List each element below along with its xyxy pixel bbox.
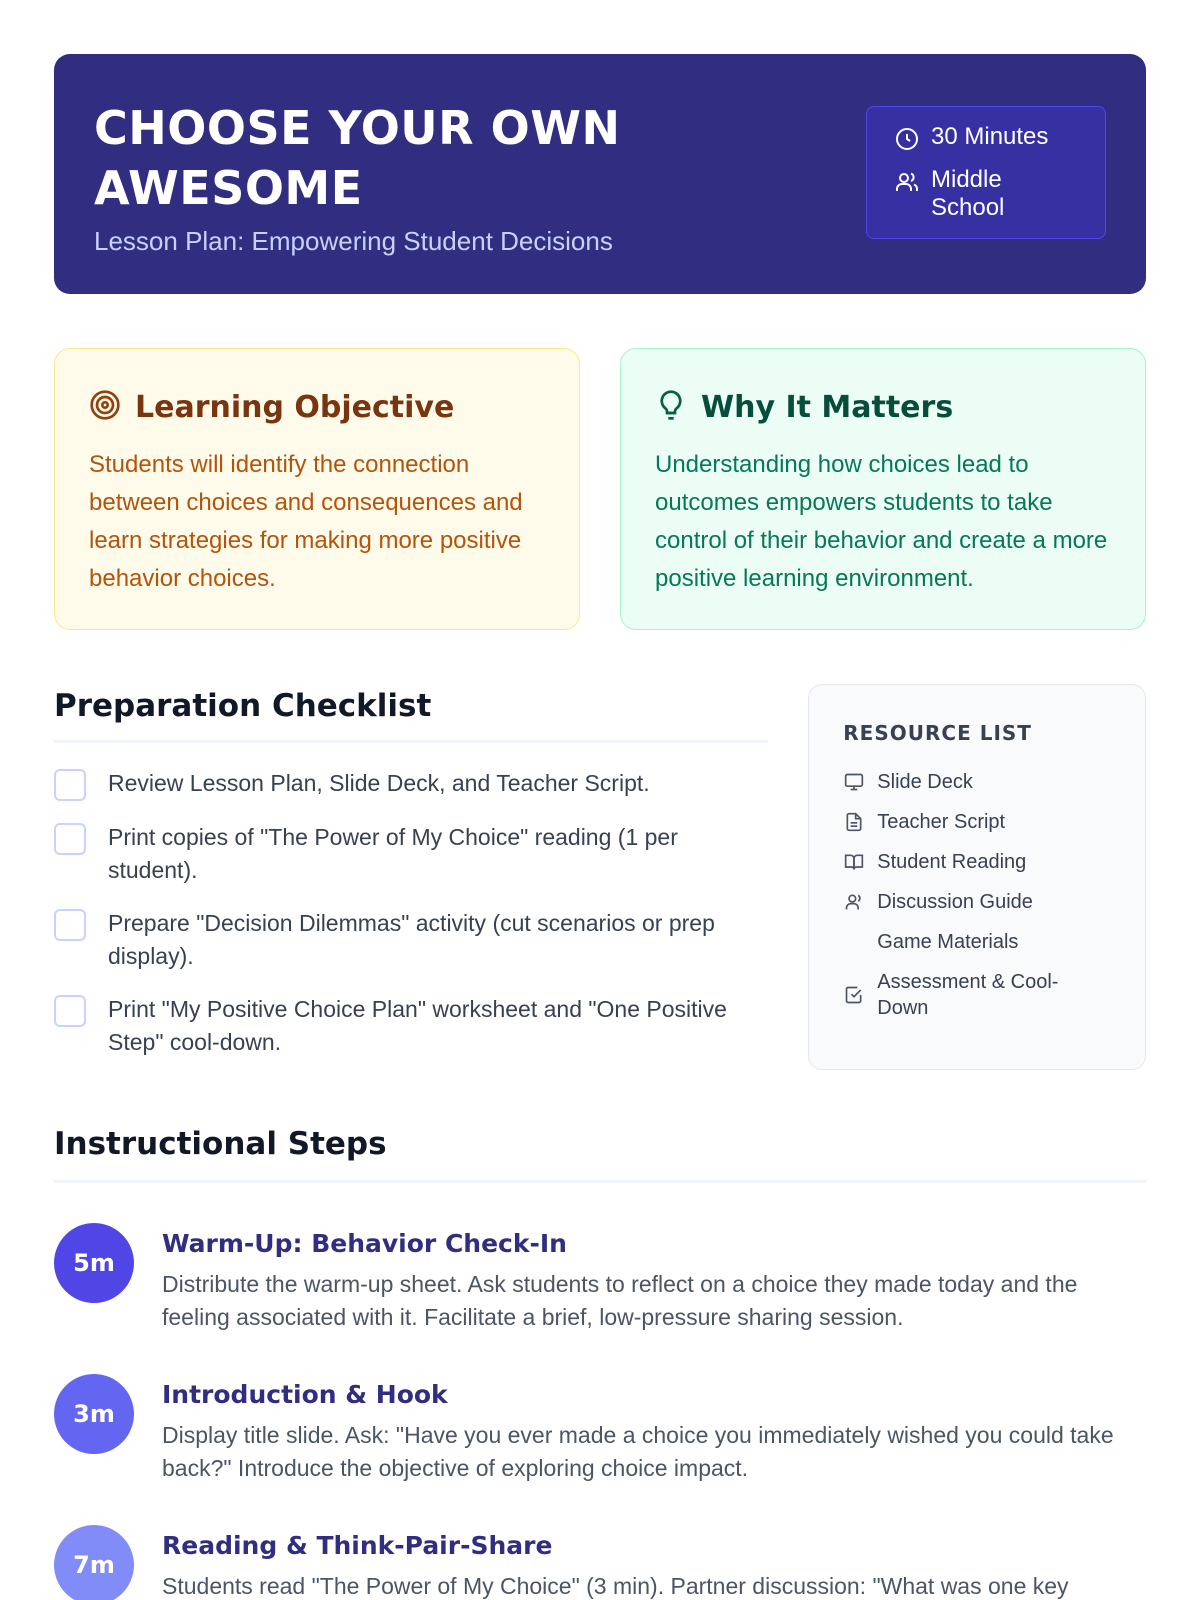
resource-item-discussion-guide[interactable]	[843, 889, 1121, 915]
resource-label: Student Reading	[877, 851, 1027, 873]
resource-label: Teacher Script	[877, 811, 1006, 833]
step-body	[162, 1374, 1146, 1485]
resource-items	[843, 769, 1121, 1021]
lesson-meta	[866, 106, 1106, 239]
step-description: Students read "The Power of My Choice" (3 min). Partner discussion: "What was one key	[162, 1573, 1069, 1599]
level-text	[931, 166, 1004, 222]
level-line-1: Middle	[931, 166, 1002, 193]
header-banner	[54, 54, 1146, 294]
level-row	[895, 166, 1085, 222]
step-title: Introduction & Hook	[162, 1380, 448, 1409]
learning-objective-card	[54, 348, 580, 630]
resource-item-teacher-script[interactable]	[843, 809, 1121, 835]
checklist-item	[54, 907, 768, 973]
objective-title: Learning Objective	[135, 390, 455, 425]
step-time-badge: 3m	[54, 1374, 134, 1454]
instructional-steps-title: Instructional Steps	[54, 1126, 1146, 1183]
step-item	[54, 1374, 1146, 1485]
step-time-badge: 7m	[54, 1525, 134, 1600]
checklist-item	[54, 993, 768, 1059]
why-title: Why It Matters	[701, 390, 954, 425]
resource-item-assessment[interactable]	[843, 969, 1121, 1021]
resource-label: Assessment & Cool-Down	[877, 971, 1059, 1019]
checklist-title: Preparation Checklist	[54, 684, 768, 743]
user-icon	[843, 889, 865, 915]
resource-label: Game Materials	[877, 931, 1019, 953]
overview-cards	[54, 348, 1146, 630]
step-item	[54, 1525, 1146, 1600]
page-title	[94, 98, 794, 218]
preparation-section	[54, 684, 1146, 1070]
checklist-items	[54, 767, 768, 1059]
why-text: Understanding how choices lead to outcomes empowers students to take control of their behavior and create a more positive learning environment.	[655, 451, 1108, 592]
step-time-badge: 5m	[54, 1223, 134, 1303]
why-header	[655, 389, 1111, 426]
instructional-steps	[54, 1223, 1146, 1600]
step-body	[162, 1223, 1146, 1334]
checklist-item	[54, 821, 768, 887]
duration-row	[895, 123, 1085, 158]
step-description: Distribute the warm-up sheet. Ask students to reflect on a choice they made today and the feeling associated with it. Facilitate a brief, low-pressure sharing session.	[162, 1271, 1078, 1330]
objective-text: Students will identify the connection between choices and consequences and learn strategies for making more positive behavior choices.	[89, 451, 523, 592]
step-description: Display title slide. Ask: "Have you ever made a choice you immediately wished you could take back?" Introduce the objective of exploring choice impact.	[162, 1422, 1114, 1481]
title-line-1: CHOOSE YOUR OWN	[94, 101, 621, 155]
checkbox[interactable]	[54, 909, 86, 941]
monitor-icon	[843, 769, 865, 795]
checklist-item-text: Print copies of "The Power of My Choice" reading (1 per student).	[108, 824, 678, 883]
document-icon	[843, 809, 865, 835]
users-icon	[895, 166, 919, 201]
resource-list-title: RESOURCE LIST	[843, 721, 1032, 745]
objective-header	[89, 389, 545, 426]
lightbulb-icon	[655, 389, 687, 426]
resource-label: Slide Deck	[877, 771, 973, 793]
blank-icon	[843, 929, 865, 955]
checkbox[interactable]	[54, 769, 86, 801]
resource-label: Discussion Guide	[877, 891, 1033, 913]
level-line-2: School	[931, 194, 1005, 221]
checklist-item	[54, 767, 768, 801]
checklist-item-text: Review Lesson Plan, Slide Deck, and Teacher Script.	[108, 770, 650, 796]
why-it-matters-card	[620, 348, 1146, 630]
title-line-2: AWESOME	[94, 161, 363, 215]
checklist-item-text: Prepare "Decision Dilemmas" activity (cut scenarios or prep display).	[108, 910, 715, 969]
step-body	[162, 1525, 1069, 1600]
step-title: Reading & Think-Pair-Share	[162, 1531, 553, 1560]
clock-icon	[895, 123, 919, 158]
target-icon	[89, 389, 121, 426]
book-icon	[843, 849, 865, 875]
step-title: Warm-Up: Behavior Check-In	[162, 1229, 567, 1258]
resource-item-slide-deck[interactable]	[843, 769, 1121, 795]
page-subtitle: Lesson Plan: Empowering Student Decisions	[94, 226, 613, 256]
step-item	[54, 1223, 1146, 1334]
resource-list-panel	[808, 684, 1146, 1070]
checkbox-icon	[843, 982, 865, 1008]
checklist-item-text: Print "My Positive Choice Plan" worksheet and "One Positive Step" cool-down.	[108, 996, 727, 1055]
duration-text: 30 Minutes	[931, 123, 1049, 150]
resource-item-student-reading[interactable]	[843, 849, 1121, 875]
preparation-checklist	[54, 684, 768, 1070]
resource-item-game-materials[interactable]	[843, 929, 1121, 955]
checkbox[interactable]	[54, 995, 86, 1027]
checkbox[interactable]	[54, 823, 86, 855]
